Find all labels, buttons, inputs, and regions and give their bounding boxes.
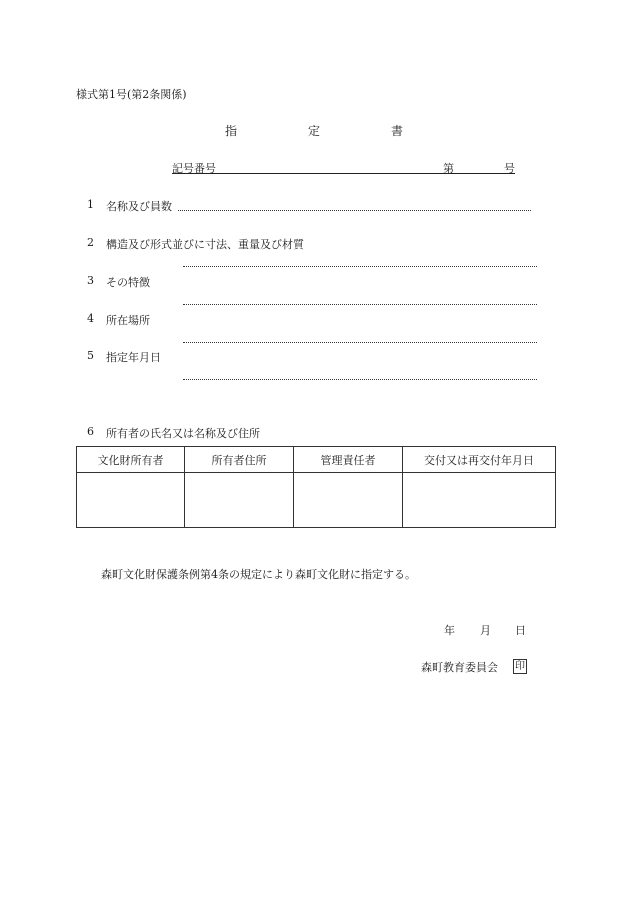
owner-table-row [77, 473, 556, 528]
item-1-number: 1 [87, 198, 94, 211]
header-owner-address: 所有者住所 [185, 447, 294, 473]
item-5-number: 5 [87, 349, 94, 362]
record-dai: 第 [443, 162, 454, 175]
record-number-underline [172, 173, 515, 174]
item-5-dotted-line [183, 379, 537, 380]
header-issue-date: 交付又は再交付年月日 [403, 447, 556, 473]
seal-mark: 印 [515, 661, 525, 672]
owner-table-header-row [77, 447, 556, 473]
cell-owner [77, 473, 185, 528]
date-day: 日 [515, 624, 526, 637]
item-6-label: 所有者の氏名又は名称及び住所 [106, 427, 260, 440]
cell-issue-date [403, 473, 556, 528]
item-4-dotted-line [183, 342, 537, 343]
cell-manager [294, 473, 403, 528]
item-3-label: その特徴 [106, 276, 150, 289]
record-go: 号 [504, 162, 515, 175]
item-4-number: 4 [87, 312, 94, 325]
form-number-label: 様式第1号(第2条関係) [76, 88, 187, 101]
title-char-1: 指 [225, 124, 238, 138]
item-2-number: 2 [87, 236, 94, 249]
item-4-label: 所在場所 [106, 314, 150, 327]
date-year: 年 [444, 624, 455, 637]
item-6-number: 6 [87, 425, 94, 438]
item-3-number: 3 [87, 274, 94, 287]
item-1-dotted-line [178, 210, 531, 211]
item-3-dotted-line [183, 304, 537, 305]
date-month: 月 [480, 624, 491, 637]
header-owner: 文化財所有者 [77, 447, 185, 473]
item-2-dotted-line [183, 266, 537, 267]
item-5-label: 指定年月日 [106, 351, 161, 364]
title-char-2: 定 [308, 124, 321, 138]
designation-statement: 森町文化財保護条例第4条の規定により森町文化財に指定する。 [101, 568, 416, 581]
item-2-label: 構造及び形式並びに寸法、重量及び材質 [106, 238, 304, 251]
header-manager: 管理責任者 [294, 447, 403, 473]
cell-owner-address [185, 473, 294, 528]
owner-table [76, 446, 556, 528]
title-char-3: 書 [391, 124, 404, 138]
record-number-label: 記号番号 [172, 162, 216, 175]
issuer-name: 森町教育委員会 [421, 661, 498, 674]
item-1-label: 名称及び員数 [106, 200, 172, 213]
